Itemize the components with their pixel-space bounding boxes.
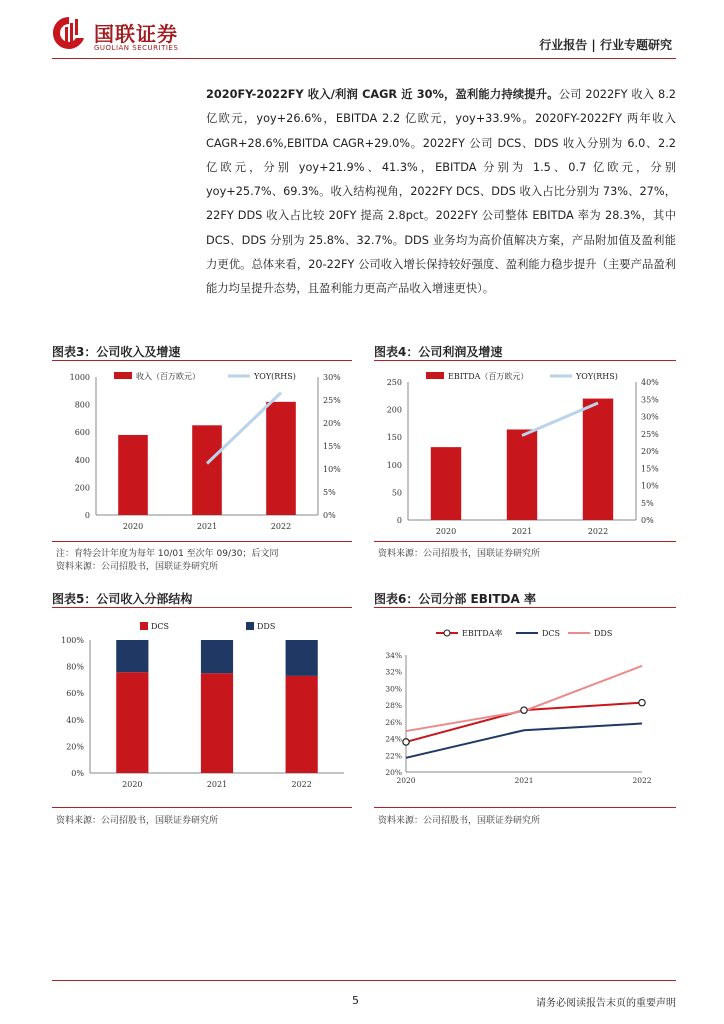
page-number: 5 bbox=[352, 994, 359, 1007]
logo-text: 国联证券 bbox=[94, 22, 178, 46]
bar-dcs bbox=[201, 673, 233, 773]
ebitda-rate-marker bbox=[639, 699, 645, 705]
fig3-source: 资料来源：公司招股书，国联证券研究所 bbox=[56, 562, 219, 572]
fig5-source: 资料来源：公司招股书，国联证券研究所 bbox=[56, 816, 219, 826]
bar bbox=[192, 425, 222, 515]
y2-tick-label: 0% bbox=[323, 511, 336, 520]
x-tick-label: 2021 bbox=[206, 780, 228, 789]
y-tick-label: 200 bbox=[74, 483, 90, 493]
y-tick-label: 28% bbox=[385, 701, 402, 711]
y-tick-label: 800 bbox=[74, 400, 90, 410]
x-tick-label: 2020 bbox=[396, 776, 416, 785]
x-tick-label: 2020 bbox=[122, 780, 143, 789]
y-tick-label: 32% bbox=[385, 667, 402, 677]
legend-swatch-bar bbox=[114, 372, 132, 379]
legend-swatch-bar bbox=[426, 372, 444, 379]
bar bbox=[507, 429, 537, 520]
y-tick-label: 0 bbox=[396, 516, 402, 525]
bar-dcs bbox=[286, 676, 318, 773]
report-type: 行业报告 | 行业专题研究 bbox=[539, 38, 672, 52]
y-tick-label: 60% bbox=[66, 689, 84, 699]
footer-rule bbox=[52, 980, 676, 981]
legend-label-dds: DDS bbox=[594, 629, 613, 638]
y2-tick-label: 10% bbox=[323, 465, 341, 474]
x-tick-label: 2020 bbox=[122, 522, 144, 531]
fig3-title: 图表3：公司收入及增速 bbox=[52, 345, 181, 359]
fig3-chart bbox=[52, 361, 352, 539]
y-tick-label: 22% bbox=[385, 751, 402, 761]
legend-label-line: YOY(RHS) bbox=[576, 372, 618, 381]
y-tick-label: 20% bbox=[66, 742, 84, 752]
bar bbox=[431, 447, 461, 520]
legend-label-bar: EBITDA（百万欧元） bbox=[448, 372, 529, 381]
y-tick-label: 50 bbox=[391, 488, 402, 498]
y-tick-label: 1000 bbox=[69, 373, 90, 382]
y-tick-label: 400 bbox=[74, 455, 90, 465]
y-tick-label: 100% bbox=[61, 636, 84, 645]
y-tick-label: 24% bbox=[385, 734, 402, 744]
y2-tick-label: 15% bbox=[323, 442, 341, 451]
y2-tick-label: 15% bbox=[641, 464, 659, 474]
x-tick-label: 2020 bbox=[435, 527, 457, 536]
page-header bbox=[0, 0, 724, 62]
fig5-chart bbox=[52, 608, 352, 805]
fig6-title: 图表6：公司分部 EBITDA 率 bbox=[374, 592, 536, 606]
logo-subtext: GUOLIAN SECURITIES bbox=[94, 44, 179, 52]
bar-dds bbox=[286, 640, 318, 676]
y2-tick-label: 35% bbox=[641, 395, 659, 405]
y2-tick-label: 30% bbox=[323, 373, 341, 382]
bar-dcs bbox=[116, 672, 148, 773]
bar bbox=[266, 402, 296, 515]
x-tick-label: 2022 bbox=[587, 527, 609, 536]
x-tick-label: 2021 bbox=[514, 776, 534, 785]
y2-tick-label: 20% bbox=[323, 419, 341, 428]
y2-tick-label: 10% bbox=[641, 481, 659, 491]
legend-swatch-dcs bbox=[140, 622, 148, 630]
body-paragraph bbox=[206, 83, 676, 302]
y2-tick-label: 25% bbox=[323, 396, 341, 405]
fig6-source: 资料来源：公司招股书，国联证券研究所 bbox=[378, 816, 541, 826]
x-tick-label: 2022 bbox=[291, 780, 312, 789]
legend-label-dcs: DCS bbox=[542, 629, 561, 638]
fig4-chart bbox=[374, 361, 676, 539]
y-tick-label: 40% bbox=[66, 715, 84, 725]
fig4-source: 资料来源：公司招股书，国联证券研究所 bbox=[378, 549, 541, 559]
fig6-chart bbox=[374, 608, 676, 805]
y-tick-label: 0 bbox=[84, 511, 90, 520]
dds-line bbox=[406, 666, 642, 731]
ebitda-rate-marker bbox=[403, 739, 409, 745]
y-tick-label: 80% bbox=[66, 662, 84, 672]
y-tick-label: 26% bbox=[385, 717, 402, 727]
bar bbox=[583, 399, 613, 520]
legend-label-dcs: DCS bbox=[151, 622, 170, 631]
legend-label-dds: DDS bbox=[257, 622, 276, 631]
paragraph-text: 公司 2022FY 收入 8.2 亿欧元，yoy+26.6%，EBITDA 2.2 亿欧元，yoy+33.9%。2020FY-2022FY 两年收入 CAGR+28.6%,EBITDA CAGR+29.0%。2022FY 公司 DCS、DDS 收入分别为 6.0、2.2 亿欧元，分别 yoy+21.9%、41.3%，EBITDA 分别为 1.5、0.7 亿欧元，分别 yoy+25.7%、69.3%。收入结构视角，2022FY DCS、DDS 收入占比分别为 73%、27%，22FY DDS 收入占比较 20FY 提高 2.8pct。2022FY 公司整体 EBITDA 率为 28.3%，其中 DCS、DDS 分别为 25.8%、32.7%。DDS 业务均为高价值解决方案，产品附加值及盈利能力更优。总体来看，20-22FY 公司收入增长保持较好强度、盈利能力稳步提升（主要产品盈利能力均呈提升态势，且盈利能力更高产品收入增速更快）。 bbox=[206, 88, 676, 296]
y-tick-label: 100 bbox=[386, 460, 402, 470]
legend-label-ebitda: EBITDA率 bbox=[462, 629, 503, 638]
guolian-logo-icon bbox=[52, 16, 86, 50]
footer-disclaimer: 请务必阅读报告末页的重要声明 bbox=[536, 998, 676, 1009]
y-tick-label: 34% bbox=[385, 651, 402, 660]
y-tick-label: 250 bbox=[386, 378, 402, 387]
fig4-title: 图表4：公司利润及增速 bbox=[374, 345, 503, 359]
x-tick-label: 2022 bbox=[270, 522, 292, 531]
y2-tick-label: 40% bbox=[641, 378, 659, 387]
y-tick-label: 150 bbox=[386, 433, 402, 443]
y2-tick-label: 30% bbox=[641, 412, 659, 422]
bar-dds bbox=[116, 640, 148, 672]
y2-tick-label: 5% bbox=[641, 498, 654, 508]
y-tick-label: 0% bbox=[71, 769, 84, 778]
paragraph-lead: 2020FY-2022FY 收入/利润 CAGR 近 30%，盈利能力持续提升。 bbox=[206, 88, 559, 101]
bar-dds bbox=[201, 640, 233, 673]
y2-tick-label: 20% bbox=[641, 447, 659, 456]
y-tick-label: 600 bbox=[74, 428, 90, 438]
y-tick-label: 30% bbox=[385, 684, 402, 694]
legend-label-bar: 收入（百万欧元） bbox=[136, 372, 200, 381]
y2-tick-label: 0% bbox=[641, 516, 654, 525]
y-tick-label: 20% bbox=[385, 768, 402, 777]
legend-marker-ebitda bbox=[444, 630, 450, 636]
x-tick-label: 2022 bbox=[632, 776, 652, 785]
fig5-title: 图表5：公司收入分部结构 bbox=[52, 592, 193, 606]
y2-tick-label: 25% bbox=[641, 429, 659, 439]
header-rule bbox=[52, 58, 676, 59]
ebitda-rate-marker bbox=[521, 707, 527, 713]
fig3-note: 注：育特会计年度为每年 10/01 至次年 09/30；后文同 bbox=[56, 549, 279, 559]
y-tick-label: 200 bbox=[386, 405, 402, 415]
bar bbox=[118, 435, 148, 515]
x-tick-label: 2021 bbox=[511, 527, 533, 536]
dcs-line bbox=[406, 724, 642, 758]
legend-swatch-dds bbox=[246, 622, 254, 630]
legend-label-line: YOY(RHS) bbox=[254, 372, 296, 381]
y2-tick-label: 5% bbox=[323, 488, 336, 497]
x-tick-label: 2021 bbox=[196, 522, 218, 531]
